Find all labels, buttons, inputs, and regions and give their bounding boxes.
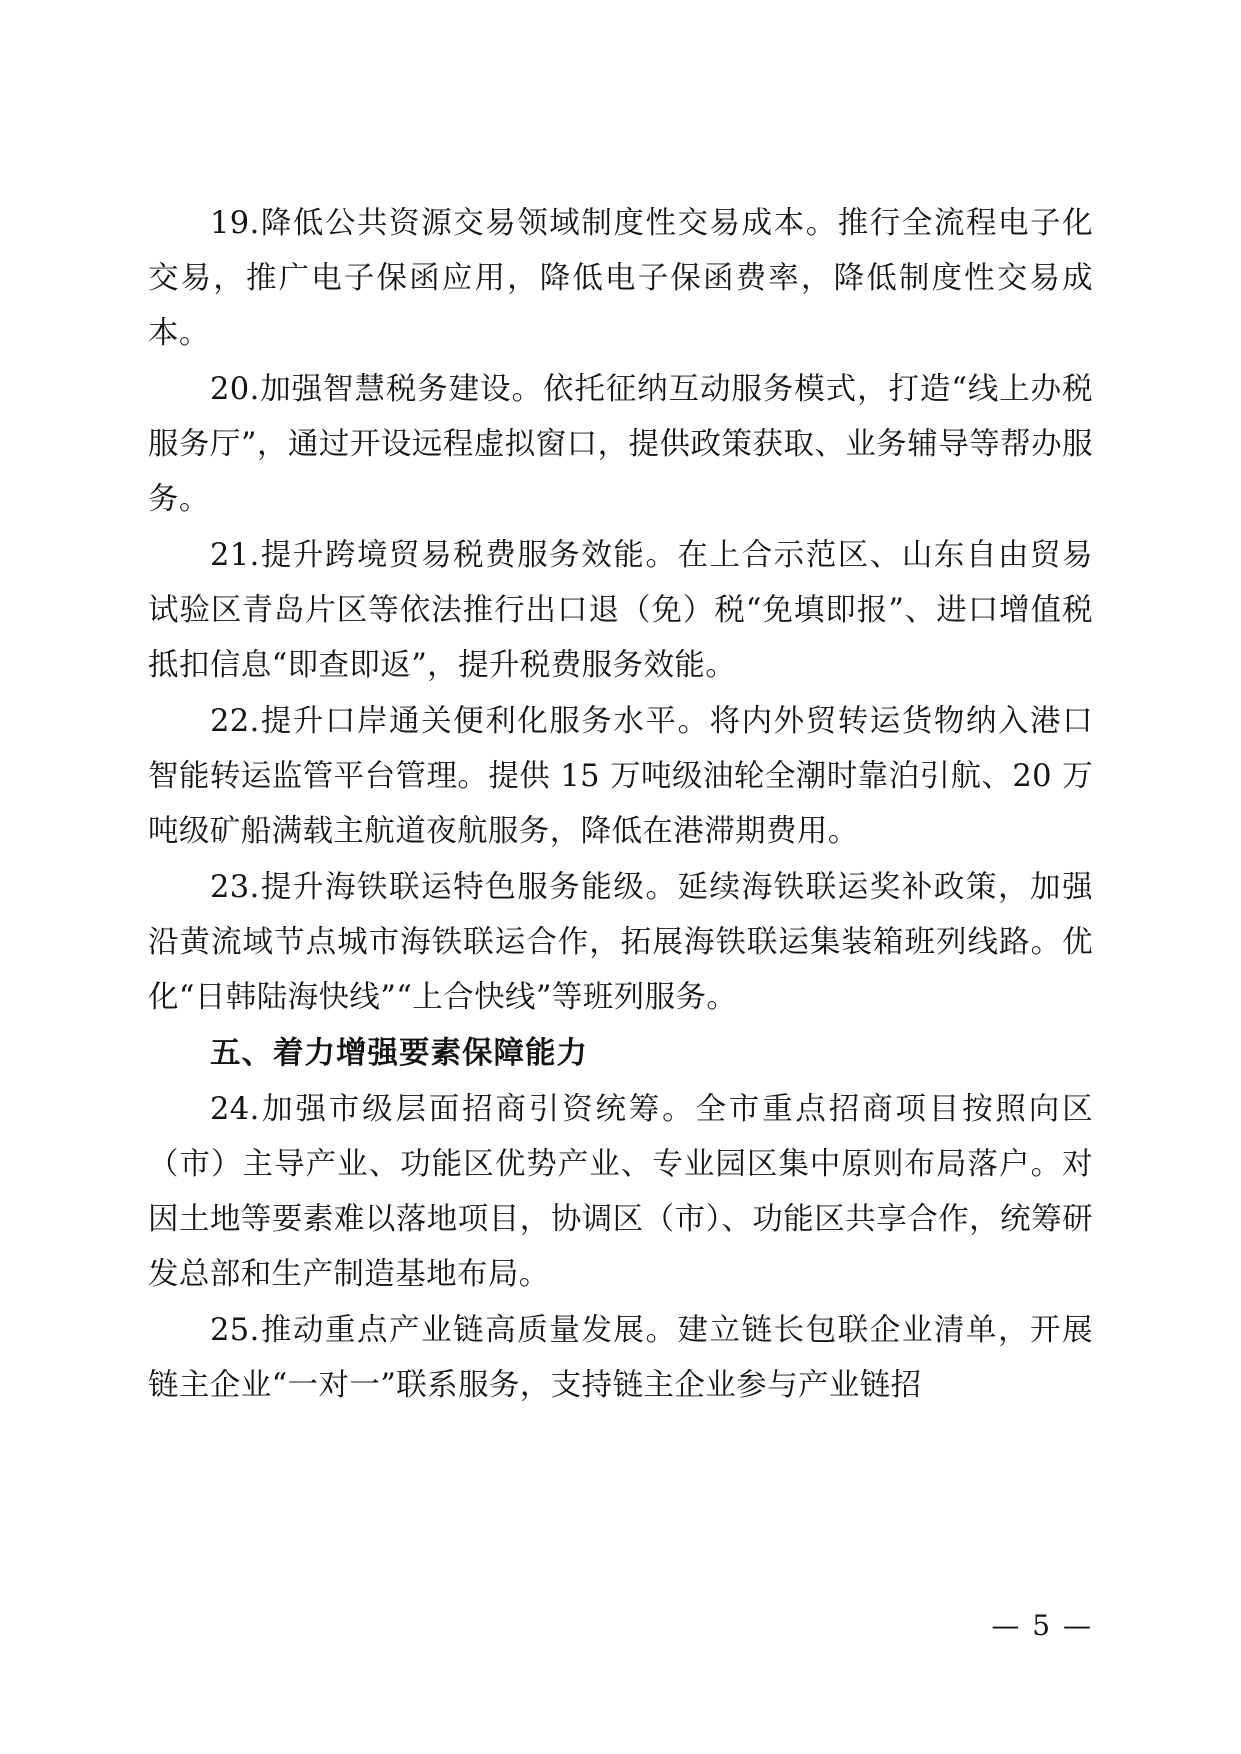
paragraph-23: 23.提升海铁联运特色服务能级。延续海铁联运奖补政策，加强沿黄流域节点城市海铁联运合作，拓展海铁联运集装箱班列线路。优化“日韩陆海快线”“上合快线”等班列服务。 <box>148 870 1093 1015</box>
paragraph-20: 20.加强智慧税务建设。依托征纳互动服务模式，打造“线上办税服务厅”，通过开设远程虚拟窗口，提供政策获取、业务辅导等帮办服务。 <box>148 372 1093 517</box>
paragraph-22: 22.提升口岸通关便利化服务水平。将内外贸转运货物纳入港口智能转运监管平台管理。提供 15 万吨级油轮全潮时靠泊引航、20 万吨级矿船满载主航道夜航服务，降低在港滞期费用。 <box>148 704 1093 849</box>
paragraph-24: 24.加强市级层面招商引资统筹。全市重点招商项目按照向区（市）主导产业、功能区优势产业、专业园区集中原则布局落户。对因土地等要素难以落地项目，协调区（市）、功能区共享合作，统筹研发总部和生产制造基地布局。 <box>148 1092 1093 1292</box>
page-number: — 5 — <box>991 1609 1093 1642</box>
paragraph-25: 25.推动重点产业链高质量发展。建立链长包联企业清单，开展链主企业“一对一”联系服务，支持链主企业参与产业链招 <box>148 1313 1093 1403</box>
paragraph-19: 19.降低公共资源交易领域制度性交易成本。推行全流程电子化交易，推广电子保函应用，降低电子保函费率，降低制度性交易成本。 <box>148 206 1093 351</box>
section-heading-five: 五、着力增强要素保障能力 <box>210 1035 588 1071</box>
document-body <box>148 196 1093 1413</box>
paragraph-21: 21.提升跨境贸易税费服务效能。在上合示范区、山东自由贸易试验区青岛片区等依法推行出口退（免）税“免填即报”、进口增值税抵扣信息“即查即返”，提升税费服务效能。 <box>148 538 1093 683</box>
